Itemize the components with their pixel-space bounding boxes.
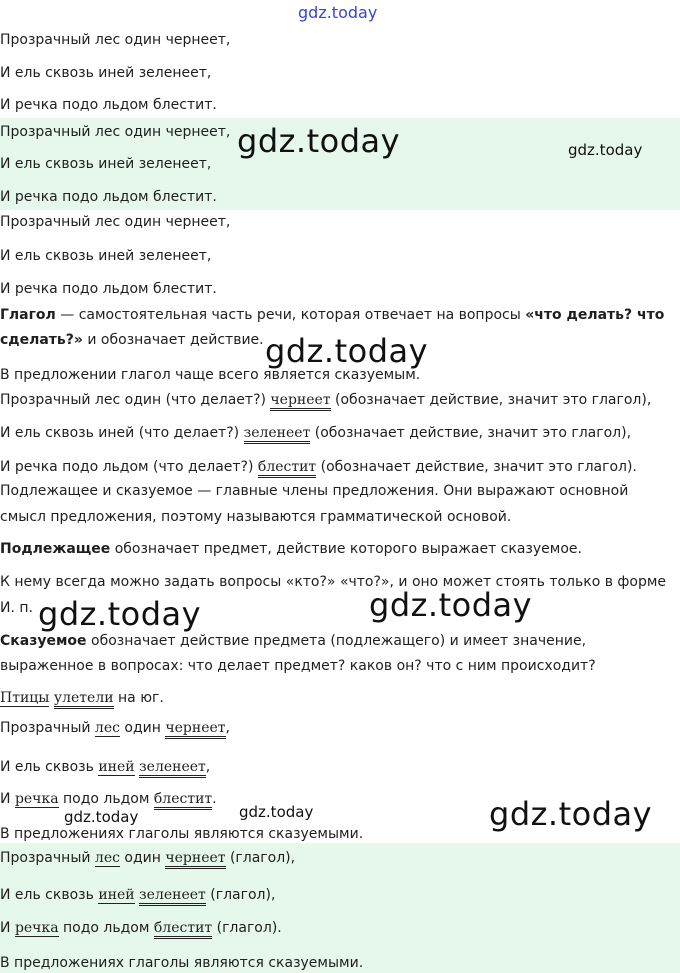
analysis-text: И речка подо льдом (что делает?): [0, 459, 258, 475]
verb-role: В предложении глагол чаще всего является сказуемым.: [0, 367, 421, 383]
predicate-term: Сказуемое: [0, 633, 87, 649]
predicate-definition: [0, 632, 586, 650]
parsed-line: [0, 719, 230, 737]
punct: .: [212, 791, 217, 807]
word: И ель сквозь: [0, 887, 99, 903]
watermark: gdz.today: [239, 803, 314, 821]
subject-definition: [0, 540, 582, 558]
analysis-text: Прозрачный лес один (что делает?): [0, 392, 271, 408]
analysis-text: И ель сквозь иней (что делает?): [0, 425, 244, 441]
answer-line: [0, 919, 282, 937]
poem-line: И ель сквозь иней зеленеет,: [0, 248, 212, 264]
word: Прозрачный: [0, 720, 95, 736]
verb-definition-cont: [0, 331, 264, 349]
predicate-definition-cont: выраженное в вопросах: что делает предмет? каков он? что с ним происходит?: [0, 658, 596, 674]
parsed-line: [0, 758, 210, 776]
example-rest: на юг.: [113, 690, 164, 706]
parsed-line: [0, 790, 217, 808]
punct: .: [277, 920, 282, 936]
punct: ,: [270, 887, 276, 903]
predicate-underlined: улетели: [54, 690, 114, 709]
subject-underlined: лес: [94, 850, 120, 866]
analysis-text: (обозначает действие, значит это глагол),: [310, 425, 632, 441]
analysis-text: (обозначает действие, значит это глагол).: [316, 459, 637, 475]
subject-underlined: речка: [14, 791, 59, 807]
word: И: [0, 791, 15, 807]
predicate-underlined: зеленеет: [139, 759, 206, 778]
word: Прозрачный: [0, 850, 95, 866]
verb-def-text: — самостоятельная часть речи, которая отвечает на вопросы: [55, 307, 526, 323]
basis-text: смысл предложения, поэтому называются грамматической основой.: [0, 509, 512, 525]
subject-term: Подлежащее: [0, 541, 111, 557]
poem-line: Прозрачный лес один чернеет,: [0, 124, 231, 140]
punct: ,: [225, 720, 230, 736]
verb-note: (глагол): [205, 887, 271, 903]
punct: ,: [205, 759, 211, 775]
watermark: gdz.today: [265, 332, 429, 370]
watermark: gdz.today: [489, 795, 653, 833]
poem-line: И речка подо льдом блестит.: [0, 189, 217, 205]
answer-conclusion: В предложениях глаголы являются сказуемыми.: [0, 955, 364, 971]
punct: ,: [290, 850, 296, 866]
watermark-top: gdz.today: [298, 3, 378, 22]
watermark: gdz.today: [369, 586, 533, 624]
poem-line: И ель сквозь иней зеленеет,: [0, 65, 212, 81]
predicate-underlined: блестит: [154, 791, 212, 810]
verb-questions-cont: сделать?»: [0, 332, 83, 348]
predicate-underlined: зеленеет: [139, 887, 206, 906]
verb-underlined: зеленеет: [244, 425, 311, 444]
verb-questions: «что делать? что: [525, 307, 665, 323]
subject-underlined: Птицы: [0, 690, 50, 706]
word: И ель сквозь: [0, 759, 99, 775]
predicate-def-text: обозначает действие предмета (подлежащего) и имеет значение,: [86, 633, 587, 649]
subject-def-text: обозначает предмет, действие которого выражает сказуемое.: [110, 541, 582, 557]
watermark: gdz.today: [64, 808, 139, 826]
subject-underlined: лес: [94, 720, 120, 736]
analysis-line: [0, 424, 631, 442]
predicate-underlined: чернеет: [165, 850, 225, 869]
example-sentence: [0, 689, 164, 707]
watermark: gdz.today: [568, 141, 643, 159]
subject-questions-cont: И. п.: [0, 600, 33, 616]
subject-underlined: речка: [14, 920, 59, 936]
analysis-line: [0, 391, 651, 409]
predicate-underlined: блестит: [154, 920, 212, 939]
subject-questions: К нему всегда можно задать вопросы «кто?» «что?», и оно может стоять только в форме: [0, 574, 667, 590]
word: подо льдом: [58, 791, 154, 807]
poem-line: И речка подо льдом блестит.: [0, 97, 217, 113]
predicate-underlined: чернеет: [165, 720, 225, 739]
verb-definition: [0, 306, 664, 324]
verb-note: (глагол): [212, 920, 278, 936]
verb-def-end: и обозначает действие.: [82, 332, 264, 348]
poem-line: И ель сквозь иней зеленеет,: [0, 156, 212, 172]
poem-line: И речка подо льдом блестит.: [0, 281, 217, 297]
verb-note: (глагол): [225, 850, 291, 866]
verb-term: Глагол: [0, 307, 56, 323]
word: один: [119, 720, 166, 736]
poem-line: Прозрачный лес один чернеет,: [0, 214, 231, 230]
word: И: [0, 920, 15, 936]
subject-underlined: иней: [98, 887, 135, 903]
word: один: [119, 850, 166, 866]
analysis-line: [0, 458, 637, 476]
word: подо льдом: [58, 920, 154, 936]
subject-underlined: иней: [98, 759, 135, 775]
conclusion: В предложениях глаголы являются сказуемыми.: [0, 826, 364, 842]
analysis-text: (обозначает действие, значит это глагол),: [330, 392, 652, 408]
verb-underlined: блестит: [258, 459, 316, 478]
answer-line: [0, 886, 275, 904]
watermark: gdz.today: [237, 122, 401, 160]
basis-text: Подлежащее и сказуемое — главные члены предложения. Они выражают основной: [0, 483, 629, 499]
watermark: gdz.today: [38, 595, 202, 633]
verb-underlined: чернеет: [270, 392, 330, 411]
poem-line: Прозрачный лес один чернеет,: [0, 32, 231, 48]
answer-line: [0, 849, 295, 867]
